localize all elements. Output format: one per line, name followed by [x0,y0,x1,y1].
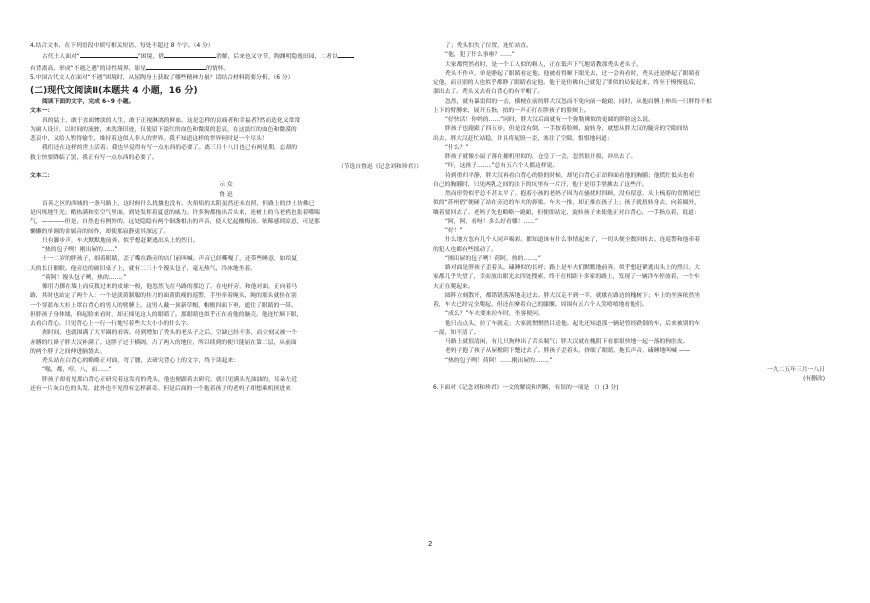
paragraph-line: 天的长日催眠。他旁边的破旧桌子上，就有二三十个馒头包子，毫无热气，冷冰地坐着。 [30,265,257,272]
question-6-prompt: 6.下面对《记念刘和珍君》一文的解说和判断，有误的一项是 （）(3 分) [433,385,619,392]
paragraph-line: “好快活！你妈的……”同时，胖大汉后面就有一个弥勒佛似的更圆的胖脸这么说。 [445,117,654,123]
paragraph-line: 待到重归平静，胖大汉再看白背心的脸的时候，却见白背心正昂仰面看他的胸脯；他慌忙低头也看 [445,172,695,179]
paragraph-line: 了；秃头怕失了位置，连忙站直。 [445,43,532,49]
text-2-title: 示 众 [219,182,233,189]
paragraph-line: 气，————但是，自然也有例外的。远处隐隐有两个铜盏相击的声音，使人忆起酸梅汤，依稀感到凉意，可是那 [30,219,320,226]
answer-blank-2[interactable] [164,51,216,58]
paragraph-line: 秃头站在白背心的略略正对面，弯了腰，去研究背心上的文字，终于读起来： [42,358,240,364]
paragraph-line: 忽然，就有暴雷似的一击，横梗在前的胖大汉忽而不免向前一跄踉。同时，从他肩膊上伸出一只胖得不相 [445,98,712,105]
paragraph-line: 溜出去了。秃头又去看白背心的有平帽了。 [433,89,544,96]
section-title: (二)现代文阅读Ⅱ(本题共 4 小题，16 分) [30,86,198,96]
paragraph-line: 的两个脖子之间伸进脑袋去。 [30,348,106,355]
paragraph-line: 赤膊的红鼻子胖大汉补满了。这胖子过于横阔，占了两人的地位，所以续到的便只能屈在第二层，从前面 [30,339,297,346]
paragraph-line: 救主快要降临了罢，我正有写一点东西的必要了。 [30,154,158,161]
text-1-source: （节选自鲁迅《记念刘和珍君》） [337,163,422,170]
paragraph-line: 十一二岁的胖孩子，细着眼睛，歪了嘴在路旁的店门前叫喊。声音已经嘶嘎了，还带些睡意，如给夏 [42,256,298,263]
paragraph-line: 出去。胖大汉赶忙站稳，并且将屁股一歪，塞住了空隙，恨恨地问道： [433,135,613,142]
question-4-line-2: 古代士人面对“ ”困境，借 消解，后来也又守节，陶渊明隐逸田园，二者以 [30,51,422,62]
text-2-note: (有删改) [803,376,825,382]
paragraph-line: 还有一片灰白色的头发，此外也不见得有怎样新奇。但是后面的一个抱着孩子的老妈子却想乘机挤进来 [30,385,291,392]
paragraph-line: 去看白背心，只见背心上一行一行地写着些大大小小的什么字。 [30,321,193,327]
paragraph-line: 真的猛士，敢于直面惨淡的人生，敢于正视淋漓的鲜血。这是怎样的哀痛者和幸福者?然而造化又常常 [42,117,301,124]
paragraph-line: 一个穿蓝布大衫上罩白背心的男人的臂膊上。这男人戴一顶新草帽，帽檐四面下垂，遮住了眼睛的一带。 [30,302,297,309]
paragraph-line: 着，车夫已经完全爬起，但还在摩着自己的膝髁。周围有五六个人笑嘻嘻地看他们。 [433,302,648,308]
paragraph-line: 大家都愕然看时，是一个工人似的粗人，正在低声下气地请教那秃头老头子。 [445,61,643,68]
paragraph-line: 是闪烁地生光；酷热满和室空气里面，到处发挥着夏意的威力。许多狗都拖出舌头来，连树上的乌老鸦也张着嘴喘 [30,210,320,216]
paragraph-line: 什么地方忽有几个人同声喝彩。都知道该有什么事情起来了，一切头便全数回转去。连巡警和他牵着 [445,237,701,244]
paragraph-line: 悲哀中，又给人暂得偷生，维持着这似人非人的世界。我不知道这样的世界何时是一个尽头！ [30,136,268,142]
paragraph-line: 他只点点头，拉了车就走；大家就惘惘然目送他。起先还知道那一辆是曾经跌倒的车，后来被别的车 [445,320,701,327]
answer-blank-4[interactable] [146,63,206,70]
text-2-author: 鲁 迅 [219,191,233,198]
paragraph-line: 然而形势似乎总不甚太平了。抱着小孩的老妈子因为在骚扰时四顾，没有留意，头上梳着的喜鹊尾巴 [445,191,701,197]
paragraph-line: 圆阵立刻散开，都错错落落地走过去。胖大汉走不到一半，就歇在路边的槐树下；车上的坐客依然坐 [445,292,701,299]
page-number: 2 [428,540,433,548]
question-5-prompt: 5.中国古代文人在面对“不遇”困境时，从屈陶身上获取了哪些精神力量？请结合材料简要分析。（6 分） [30,74,294,81]
paragraph-line: 胖孩子就像小鼠子落在捕机里似的，仓皇了一会，忽然很开拔，冲出去了。 [445,154,637,160]
paragraph-line: “刚出屉的包子咧！荷阿，热的……。” [445,255,541,262]
paragraph-line: 胖孩子也跄踉了四五步，但是没有倒，一手按着脸颊，旋转身，就想从胖大汉的腿旁的空隙间钻 [445,126,689,133]
right-column [433,42,825,394]
paragraph-line: 定他，而且别的人也似乎都睁了眼睛看定他。他于是仿佛自己就犯了罪似的局促起来，终至于慢慢退后， [433,80,700,86]
paragraph-line: “什么？” [445,144,469,151]
paragraph-line: “热的包子咧！刚出屉的……” [42,247,118,253]
paragraph-line: “嗡，都，哼，八，而……” [42,367,112,374]
paragraph-line: 秃头不作声，单是睁起了眼睛看定他。他被看得顺下眼光去，过一会再看时，秃头还是睁起了眼睛看 [445,70,701,77]
paragraph-line: 首善之区的西城的一条马路上，这时候什么扰攘也没有。火焰焰的太阳虽然还未直照，但路上的沙土仿佛已 [42,200,315,207]
paragraph-line: 自己的胸脯时，只见两乳之间的洼下的坑里有一片汗，他于是用手掌拂去了这些汗。 [433,181,648,188]
left-column [30,42,422,394]
answer-blank-1[interactable] [80,51,138,58]
answer-blank-3[interactable] [338,51,354,58]
paragraph-line: “好！” [445,228,463,234]
paragraph-line: 我们还在这样的世上活着；我也早觉得有写一点东西的必要了。离三月十八日也已有两星期，忘却的 [42,145,298,152]
text-1-label: 文本一： [30,108,54,115]
paragraph-line: 只有脚步声，车夫默默地前奔，似乎想赶紧逃出头上的烈日。 [42,237,199,244]
paragraph-line: 马路上就很清闲，有几只狗伸出了舌头喘气；胖大汉就在槐阴下看那很快地一起一落的狗肚皮。 [445,339,689,345]
reading-instruction: 阅读下面的文字，完成 6~9 小题。 [42,99,135,105]
paragraph-line: 上下的臂膊来，展开五指，拍的一声正打在胖孩子的脸颊上。 [433,107,590,114]
paragraph-line: “热的包子咧！荷阿！……刚出屉的……。” [445,357,553,364]
paragraph-line: 像用力掷在墙上而反拨过来的皮球一般，他忽然飞在马路的那边了。在电杆旁，和他对面，正向着马 [42,284,298,290]
paragraph-line: 家都几乎失望了，幸而放出眼光去四处搜索，终于在相距十多家的路上，发现了一辆洋车停放着，一个车 [433,274,700,281]
paragraph-line: 嚷着要回去了。老妈子先也略略一跄踉，但便即站定，旋转孩子来使他正对白背心，一手指点着，说道： [433,209,700,216]
paragraph-line: 但胖孩子身体矮，仰起脸来看时，却正撞见这人的眼睛了。那眼睛也似乎正在看他的脑壳。他连忙顺下眼， [30,311,303,318]
paragraph-line: “荷阿！馒头包子咧，热的……。” [42,274,127,281]
text-2-label: 文本二： [30,173,54,179]
paragraph-line: “吓，这孩子……。”总有五六个人都这样说。 [445,163,559,170]
question-4-prompt: 4.结合文本，在下列语段中填写相关短语，每处不超过 8 个字。（4 分） [30,43,214,49]
paragraph-line: 胖孩子却看见那白背心正研究着这发亮的秃头，他也便跟着去研究，就只见满头光油油的，耳朵左近 [42,376,298,383]
paragraph-line: “成么？”车夫要来拉车时，坐客便问。 [445,311,544,318]
paragraph-line: 为庸人设计，以时间的流驶，来洗涤旧迹，仅使留下淡红的血色和微漠的悲哀。在这淡红的血色和微漠的 [30,126,297,133]
paragraph-line: 的犯人也都有些摇动了。 [433,246,497,253]
paragraph-line: 懒懒的单调的金属音的间作，却使那寂静更其深远了。 [30,228,170,235]
text-2-date: 一九二五年三月一八日 [767,366,825,373]
question-4-line-3: 有背离高，形成“不遇之遇”的诗性境界，影星 的情怀。 [30,63,422,74]
paragraph-line: “阿，阿，看呀！多么好看哪！……” [445,218,538,225]
text-1-body [30,117,422,163]
paragraph-line: 一混，知不清了。 [433,329,480,336]
paragraph-line: 路对面是胖孩子歪着头，磕睡似的长呼；路上是车夫们默默地前奔，似乎想赶紧逃出头上的烈日。大 [445,265,701,271]
text-2-body [30,200,422,394]
paragraph-line: 夫正在爬起来。 [433,283,474,290]
paragraph-line: 刹时间，也就围满了大半圈的看客。待到增加了秃头的老头子之后，空缺已经不多，而立刻又被一个 [42,330,298,337]
paragraph-line: 路，其时也站定了两个人：一个是淡黄制服的挂刀的面黄肌瘦的巡警，手里牵着绳头，绳的那头就拴在别 [30,293,297,300]
paragraph-line: 似的“苏州俏”便碰了站在旁边的车夫的鼻梁。车夫一推，却正推在孩子上；孩子就扭转身去，向着圈外， [433,200,700,207]
paragraph-line: “他，犯了什么事啦？……” [445,52,515,59]
text-2-continued [433,42,825,366]
paragraph-line: 老妈子抱了孩子从屋檐阴下蹩过去了。胖孩子歪着头，挤细了眼睛，拖长声音，磕睡地叫喊 —— [445,348,691,355]
